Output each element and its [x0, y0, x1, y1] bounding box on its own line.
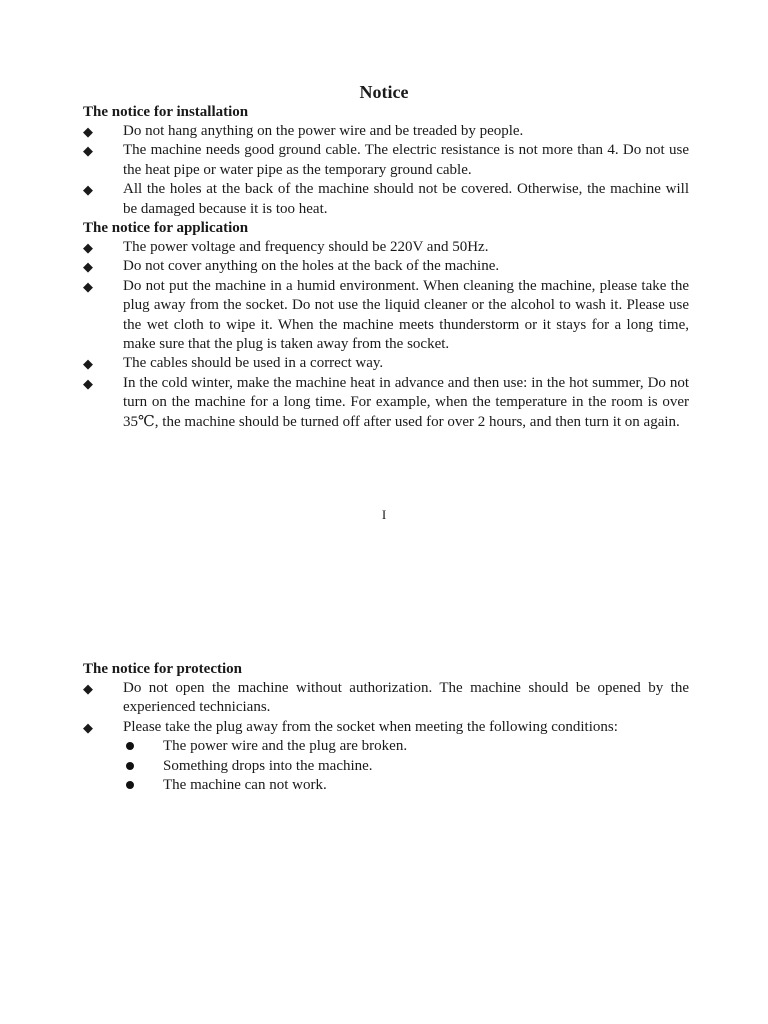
list-item — [83, 257, 689, 276]
diamond-bullet-icon: ◆ — [83, 681, 93, 696]
list-item-text: The power voltage and frequency should be 220V and 50Hz. — [123, 239, 489, 255]
diamond-bullet-icon: ◆ — [83, 143, 93, 159]
installation-list — [83, 122, 689, 219]
list-item — [83, 737, 689, 756]
page-title: Notice — [359, 82, 409, 102]
diamond-bullet-icon: ◆ — [83, 240, 93, 255]
round-bullet-icon — [126, 742, 134, 750]
diamond-bullet-icon: ◆ — [83, 356, 93, 372]
diamond-bullet-icon: ◆ — [83, 259, 93, 275]
list-item-text: All the holes at the back of the machine should not be covered. Otherwise, the machine will be damaged because it is too heat. — [123, 181, 689, 217]
conditions-list — [83, 737, 689, 795]
list-item — [83, 122, 689, 141]
list-item-text: The cables should be used in a correct way. — [123, 355, 384, 372]
list-item — [83, 718, 689, 737]
list-item-text: The machine can not work. — [163, 777, 327, 794]
application-section — [83, 219, 689, 432]
protection-section — [83, 660, 689, 795]
round-bullet-icon — [126, 762, 134, 770]
diamond-bullet-icon: ◆ — [83, 124, 93, 139]
application-list — [83, 238, 689, 432]
list-item-text: Do not cover anything on the holes at the back of the machine. — [123, 258, 500, 275]
diamond-bullet-icon: ◆ — [83, 278, 93, 294]
list-item — [83, 374, 689, 432]
list-item-text: The machine needs good ground cable. The electric resistance is not more than 4. Do not use the heat pipe or water pipe as the temporary ground cable. — [123, 142, 689, 178]
list-item-text: Something drops into the machine. — [163, 757, 373, 774]
list-item — [83, 679, 689, 718]
application-heading: The notice for application — [83, 220, 249, 236]
protection-list — [83, 679, 689, 737]
diamond-bullet-icon: ◆ — [83, 182, 93, 198]
list-item — [83, 180, 689, 219]
installation-section — [83, 103, 689, 219]
list-item-text: Do not put the machine in a humid environment. When cleaning the machine, please take the plug away from the socket. Do not use the liquid cleaner or the alcohol to wash it. Please use the wet cloth to wipe it. When the machine meets thunderstorm or it stays for a long time, make sure that the plug is taken away from the socket. — [123, 277, 689, 353]
list-item-text: In the cold winter, make the machine heat in advance and then use: in the hot summer, Do not turn on the machine for a long time. For example, when the temperature in the room is over 35℃, the machine should be turned off after used for over 2 hours, and then turn it on again. — [123, 374, 689, 430]
page-number: I — [381, 507, 387, 522]
list-item — [83, 776, 689, 795]
list-item — [83, 354, 689, 373]
list-item — [83, 238, 689, 257]
diamond-bullet-icon: ◆ — [83, 375, 93, 391]
list-item — [83, 141, 689, 180]
round-bullet-icon — [126, 781, 134, 789]
diamond-bullet-icon: ◆ — [83, 719, 93, 735]
list-item — [83, 277, 689, 355]
list-item-text: Do not hang anything on the power wire and be treaded by people. — [123, 123, 524, 139]
list-item — [83, 757, 689, 776]
list-item-text: The power wire and the plug are broken. — [163, 738, 408, 755]
installation-heading: The notice for installation — [83, 104, 249, 120]
list-item-text: Do not open the machine without authorization. The machine should be opened by the experienced technicians. — [123, 680, 689, 716]
protection-heading: The notice for protection — [83, 661, 243, 677]
list-item-text: Please take the plug away from the socket when meeting the following conditions: — [123, 718, 618, 735]
